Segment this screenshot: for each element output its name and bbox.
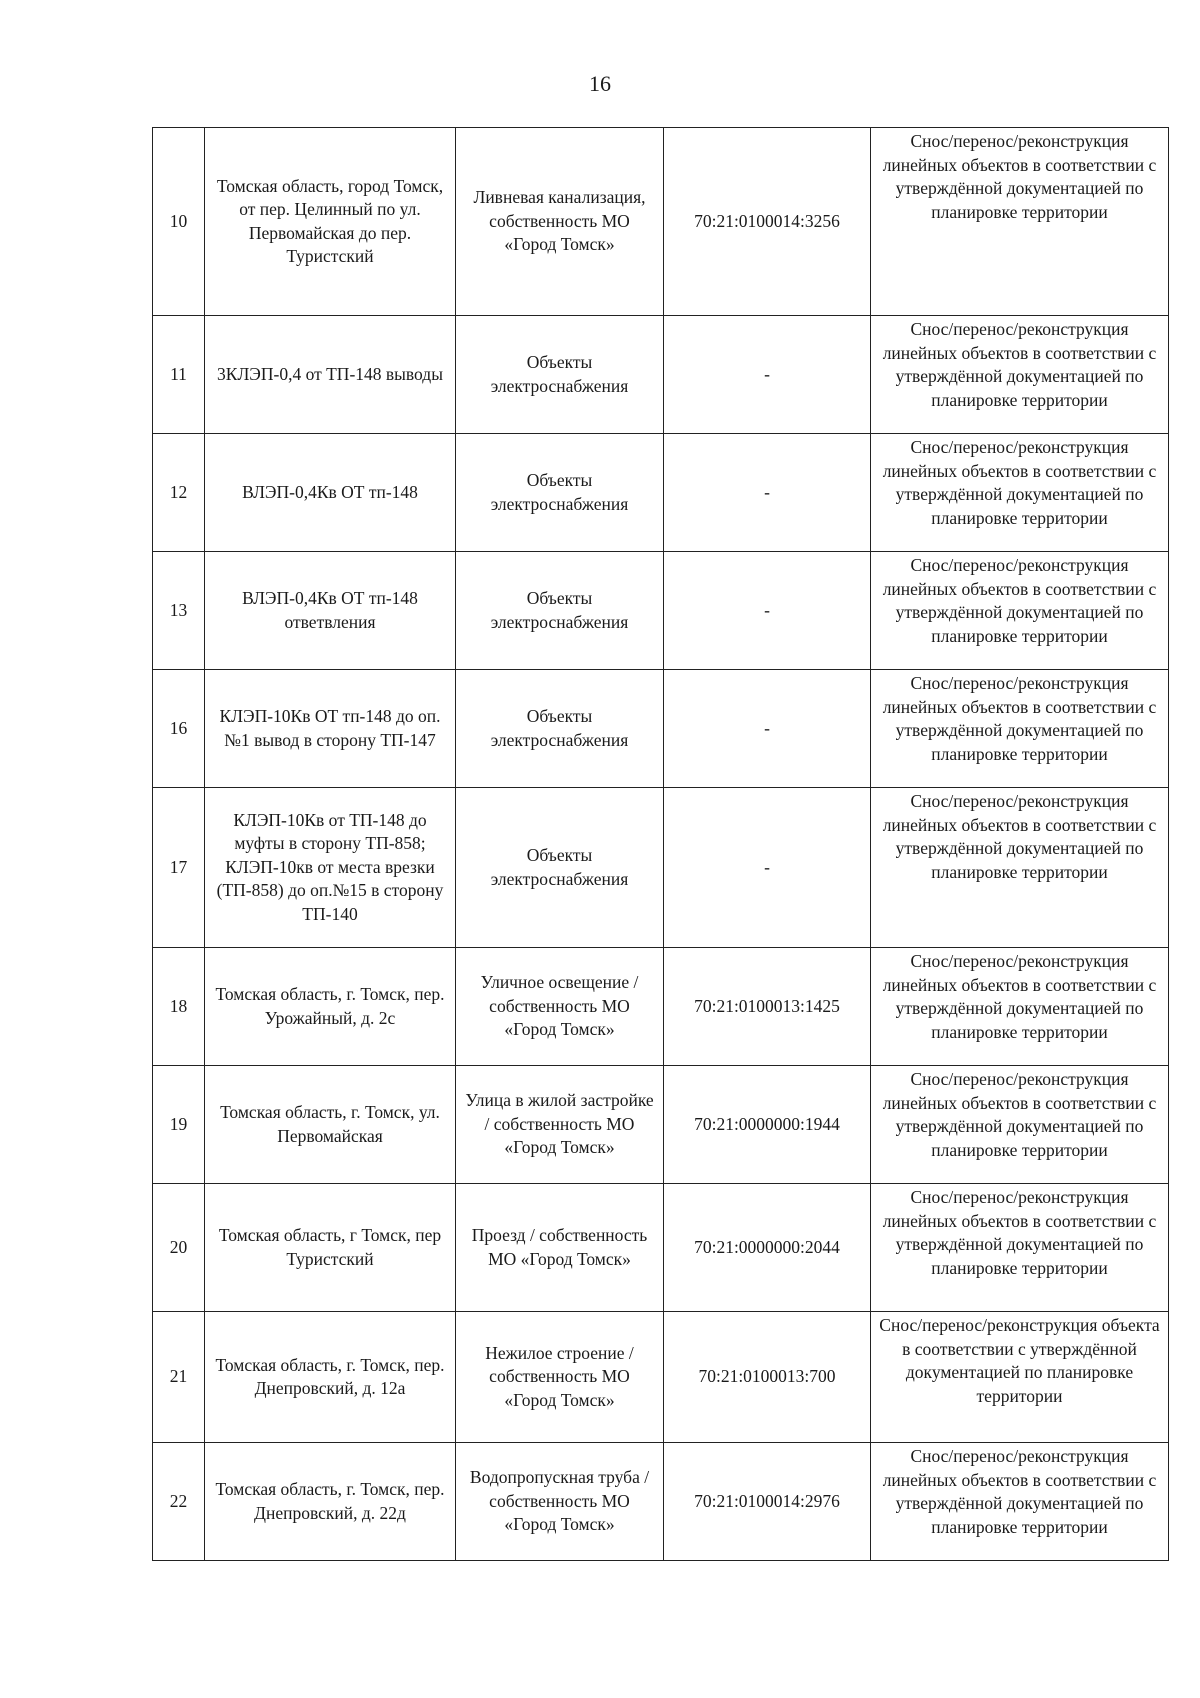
cadastral-cell: -: [664, 670, 871, 788]
object-cell: Проезд / собственность МО «Город Томск»: [456, 1184, 664, 1312]
row-number: 17: [153, 788, 205, 948]
table-row: [153, 552, 1169, 670]
object-cell: Объекты электроснабжения: [456, 670, 664, 788]
object-cell: Объекты электроснабжения: [456, 552, 664, 670]
cadastral-cell: 70:21:0000000:2044: [664, 1184, 871, 1312]
address-cell: ВЛЭП-0,4Кв ОТ тп-148: [205, 434, 456, 552]
table-row: [153, 1443, 1169, 1561]
address-cell: КЛЭП-10Кв ОТ тп-148 до оп. №1 вывод в сторону ТП-147: [205, 670, 456, 788]
table-row: [153, 1184, 1169, 1312]
address-cell: Томская область, г. Томск, ул. Первомайская: [205, 1066, 456, 1184]
address-cell: 3КЛЭП-0,4 от ТП-148 выводы: [205, 316, 456, 434]
objects-table: [152, 127, 1169, 1561]
action-cell: Снос/перенос/реконструкция объекта в соответствии с утверждённой документацией по планировке территории: [871, 1312, 1169, 1443]
address-cell: Томская область, город Томск, от пер. Целинный по ул. Первомайская до пер. Туристский: [205, 128, 456, 316]
action-cell: Снос/перенос/реконструкция линейных объектов в соответствии с утверждённой документацией по планировке территории: [871, 788, 1169, 948]
table-row: [153, 788, 1169, 948]
object-cell: Водопропускная труба / собственность МО «Город Томск»: [456, 1443, 664, 1561]
row-number: 13: [153, 552, 205, 670]
action-cell: Снос/перенос/реконструкция линейных объектов в соответствии с утверждённой документацией по планировке территории: [871, 128, 1169, 316]
action-cell: Снос/перенос/реконструкция линейных объектов в соответствии с утверждённой документацией по планировке территории: [871, 434, 1169, 552]
cadastral-cell: -: [664, 316, 871, 434]
cadastral-cell: 70:21:0000000:1944: [664, 1066, 871, 1184]
row-number: 16: [153, 670, 205, 788]
cadastral-cell: -: [664, 552, 871, 670]
row-number: 22: [153, 1443, 205, 1561]
cadastral-cell: 70:21:0100013:1425: [664, 948, 871, 1066]
cadastral-cell: 70:21:0100014:3256: [664, 128, 871, 316]
cadastral-cell: -: [664, 788, 871, 948]
action-cell: Снос/перенос/реконструкция линейных объектов в соответствии с утверждённой документацией по планировке территории: [871, 670, 1169, 788]
address-cell: Томская область, г. Томск, пер. Днепровский, д. 12а: [205, 1312, 456, 1443]
cadastral-cell: -: [664, 434, 871, 552]
action-cell: Снос/перенос/реконструкция линейных объектов в соответствии с утверждённой документацией по планировке территории: [871, 948, 1169, 1066]
table-row: [153, 1312, 1169, 1443]
page-number: 16: [589, 71, 611, 96]
row-number: 12: [153, 434, 205, 552]
action-cell: Снос/перенос/реконструкция линейных объектов в соответствии с утверждённой документацией по планировке территории: [871, 552, 1169, 670]
row-number: 18: [153, 948, 205, 1066]
address-cell: Томская область, г. Томск, пер. Урожайный, д. 2с: [205, 948, 456, 1066]
object-cell: Объекты электроснабжения: [456, 316, 664, 434]
action-cell: Снос/перенос/реконструкция линейных объектов в соответствии с утверждённой документацией по планировке территории: [871, 1443, 1169, 1561]
object-cell: Улица в жилой застройке / собственность МО «Город Томск»: [456, 1066, 664, 1184]
table-row: [153, 128, 1169, 316]
table-row: [153, 434, 1169, 552]
table-row: [153, 948, 1169, 1066]
cadastral-cell: 70:21:0100014:2976: [664, 1443, 871, 1561]
action-cell: Снос/перенос/реконструкция линейных объектов в соответствии с утверждённой документацией по планировке территории: [871, 1184, 1169, 1312]
address-cell: КЛЭП-10Кв от ТП-148 до муфты в сторону ТП-858; КЛЭП-10кв от места врезки (ТП-858) до оп.№15 в сторону ТП-140: [205, 788, 456, 948]
object-cell: Уличное освещение / собственность МО «Город Томск»: [456, 948, 664, 1066]
row-number: 20: [153, 1184, 205, 1312]
object-cell: Нежилое строение / собственность МО «Город Томск»: [456, 1312, 664, 1443]
action-cell: Снос/перенос/реконструкция линейных объектов в соответствии с утверждённой документацией по планировке территории: [871, 1066, 1169, 1184]
cadastral-cell: 70:21:0100013:700: [664, 1312, 871, 1443]
row-number: 11: [153, 316, 205, 434]
row-number: 19: [153, 1066, 205, 1184]
table-row: [153, 316, 1169, 434]
action-cell: Снос/перенос/реконструкция линейных объектов в соответствии с утверждённой документацией по планировке территории: [871, 316, 1169, 434]
address-cell: Томская область, г Томск, пер Туристский: [205, 1184, 456, 1312]
address-cell: ВЛЭП-0,4Кв ОТ тп-148 ответвления: [205, 552, 456, 670]
address-cell: Томская область, г. Томск, пер. Днепровский, д. 22д: [205, 1443, 456, 1561]
object-cell: Ливневая канализация, собственность МО «Город Томск»: [456, 128, 664, 316]
row-number: 21: [153, 1312, 205, 1443]
object-cell: Объекты электроснабжения: [456, 434, 664, 552]
object-cell: Объекты электроснабжения: [456, 788, 664, 948]
table-row: [153, 1066, 1169, 1184]
table-row: [153, 670, 1169, 788]
row-number: 10: [153, 128, 205, 316]
